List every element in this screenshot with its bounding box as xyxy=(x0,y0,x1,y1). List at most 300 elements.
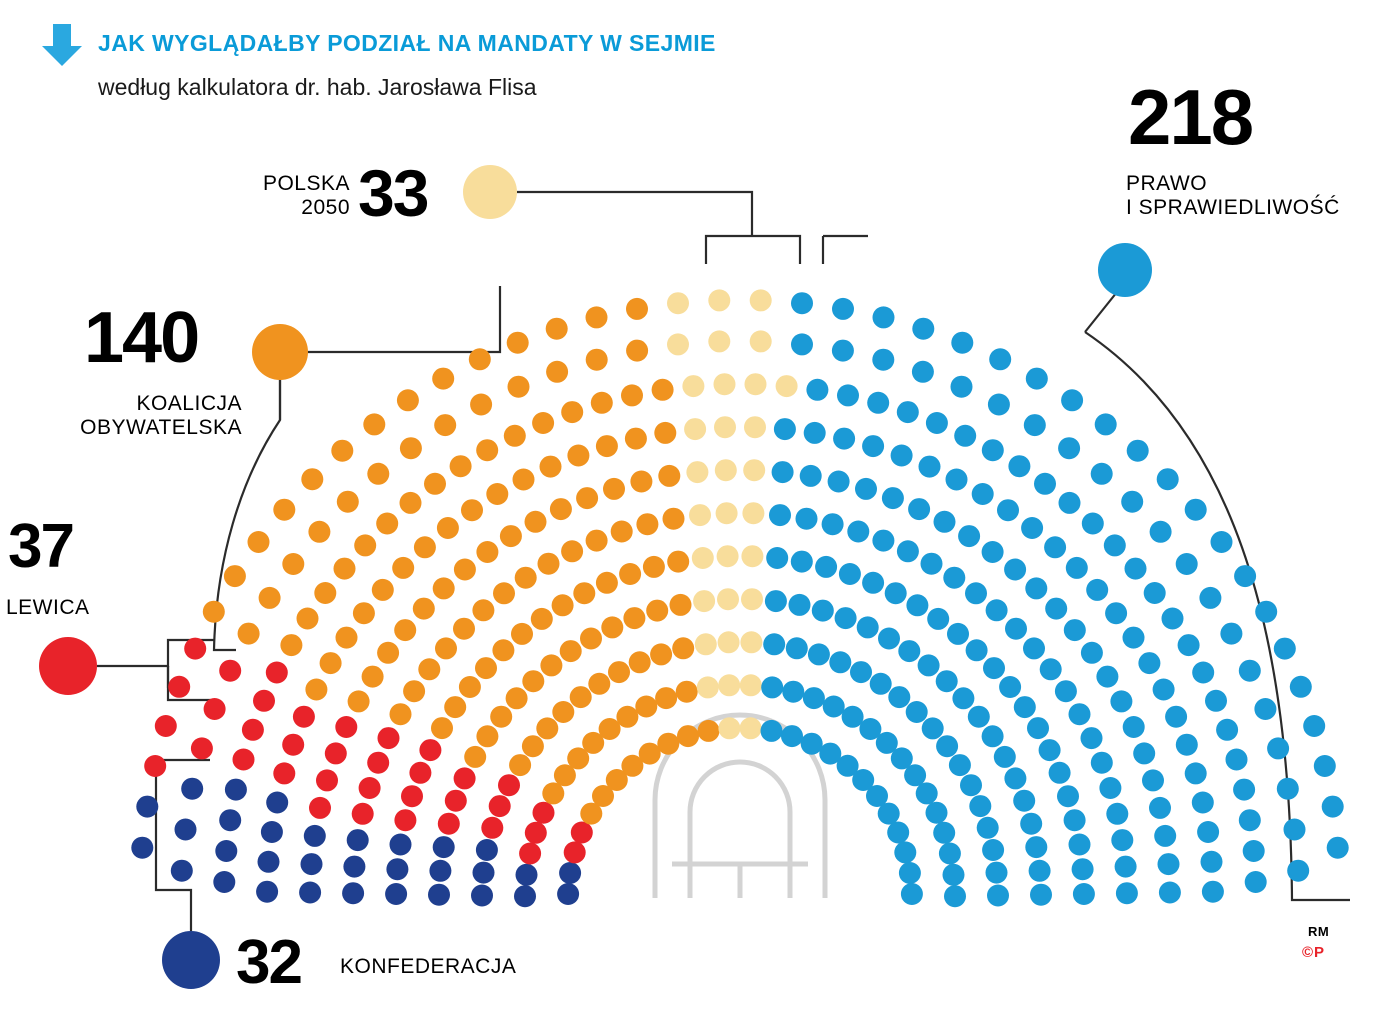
seat-dot xyxy=(536,717,558,739)
seat-dot xyxy=(697,676,719,698)
seat-dot xyxy=(801,733,823,755)
seat-dot xyxy=(936,735,958,757)
seat-dot xyxy=(428,884,450,906)
seat-dot xyxy=(718,674,740,696)
seat-dot xyxy=(297,608,319,630)
seat-dot xyxy=(839,563,861,585)
seat-dot xyxy=(1205,690,1227,712)
seat-dot xyxy=(833,428,855,450)
seat-dot xyxy=(476,439,498,461)
seat-dot xyxy=(1192,792,1214,814)
seat-dot xyxy=(1290,676,1312,698)
seat-dot xyxy=(898,640,920,662)
seat-dot xyxy=(342,882,364,904)
p2050-label-line1: POLSKA xyxy=(262,172,350,195)
seat-dot xyxy=(663,508,685,530)
seat-dot xyxy=(878,628,900,650)
seat-dot xyxy=(538,553,560,575)
seat-dot xyxy=(882,487,904,509)
seat-dot xyxy=(870,673,892,695)
seat-dot xyxy=(625,428,647,450)
seat-dot xyxy=(786,637,808,659)
page-subtitle: według kalkulatora dr. hab. Jarosława Flisa xyxy=(98,74,537,100)
seat-dot xyxy=(670,594,692,616)
ko-label xyxy=(62,392,242,439)
seat-dot xyxy=(576,487,598,509)
seat-dot xyxy=(403,680,425,702)
seat-dot xyxy=(359,777,381,799)
seat-dot xyxy=(1073,883,1095,905)
seat-dot xyxy=(293,706,315,728)
seat-dot xyxy=(586,349,608,371)
seat-dot xyxy=(1030,884,1052,906)
seat-dot xyxy=(1064,619,1086,641)
seat-dot xyxy=(808,643,830,665)
seat-dot xyxy=(335,716,357,738)
seat-dot xyxy=(926,802,948,824)
seat-dot xyxy=(982,439,1004,461)
seat-dot xyxy=(273,762,295,784)
seat-dot xyxy=(586,306,608,328)
seat-dot xyxy=(1027,717,1049,739)
seat-dot xyxy=(476,839,498,861)
seat-dot xyxy=(716,502,738,524)
seat-dot xyxy=(769,504,791,526)
seat-dot xyxy=(224,565,246,587)
seat-dot xyxy=(652,379,674,401)
seat-dot xyxy=(475,657,497,679)
seat-dot xyxy=(299,882,321,904)
seat-dot xyxy=(619,563,641,585)
seat-dot xyxy=(986,862,1008,884)
seat-dot xyxy=(433,577,455,599)
seat-dot xyxy=(829,651,851,673)
seat-dot xyxy=(718,631,740,653)
seat-dot xyxy=(309,797,331,819)
seat-dot xyxy=(493,582,515,604)
seat-dot xyxy=(740,674,762,696)
seat-dot xyxy=(708,330,730,352)
seat-dot xyxy=(934,511,956,533)
seat-dot xyxy=(316,769,338,791)
seat-dot xyxy=(1123,627,1145,649)
seat-dot xyxy=(386,858,408,880)
seat-dot xyxy=(897,540,919,562)
seat-dot xyxy=(429,860,451,882)
seat-dot xyxy=(1158,853,1180,875)
seat-dot xyxy=(367,752,389,774)
seat-dot xyxy=(968,706,990,728)
seat-dot xyxy=(715,459,737,481)
seat-dot xyxy=(1234,565,1256,587)
seat-dot xyxy=(1197,821,1219,843)
seat-dot xyxy=(511,623,533,645)
seat-dot xyxy=(233,749,255,771)
seat-dot xyxy=(191,737,213,759)
seat-dot xyxy=(828,471,850,493)
pis-seat-count: 218 xyxy=(1128,73,1253,161)
seat-dot xyxy=(682,375,704,397)
seat-dot xyxy=(1115,856,1137,878)
seat-dot xyxy=(623,607,645,629)
seat-dot xyxy=(1178,634,1200,656)
seat-dot xyxy=(750,330,772,352)
seat-dot xyxy=(1245,871,1267,893)
seat-dot xyxy=(1303,715,1325,737)
seat-dot xyxy=(1176,553,1198,575)
seat-dot xyxy=(390,834,412,856)
p2050-legend-dot xyxy=(463,165,517,219)
seat-dot xyxy=(1233,779,1255,801)
seat-dot xyxy=(508,376,530,398)
seat-dot xyxy=(927,608,949,630)
seat-dot xyxy=(1159,882,1181,904)
seat-dot xyxy=(464,746,486,768)
seat-dot xyxy=(273,499,295,521)
seat-dot xyxy=(204,698,226,720)
seat-dot xyxy=(431,717,453,739)
seat-dot xyxy=(969,795,991,817)
seat-dot xyxy=(912,361,934,383)
seat-dot xyxy=(1133,742,1155,764)
seat-dot xyxy=(847,521,869,543)
seat-dot xyxy=(626,298,648,320)
seat-dot xyxy=(489,795,511,817)
seat-dot xyxy=(219,660,241,682)
seat-dot xyxy=(531,608,553,630)
seat-dot xyxy=(1162,608,1184,630)
seat-dot xyxy=(763,633,785,655)
seat-dot xyxy=(740,631,762,653)
seat-dot xyxy=(1154,825,1176,847)
seat-dot xyxy=(1211,531,1233,553)
seat-dot xyxy=(424,473,446,495)
seat-dot xyxy=(672,637,694,659)
seat-dot xyxy=(1049,762,1071,784)
seat-dot xyxy=(144,755,166,777)
seat-dot xyxy=(392,557,414,579)
seat-dot xyxy=(1111,829,1133,851)
seat-dot xyxy=(1243,840,1265,862)
seat-dot xyxy=(885,582,907,604)
seat-dot xyxy=(744,416,766,438)
seat-dot xyxy=(872,530,894,552)
seat-dot xyxy=(740,717,762,739)
seat-dot xyxy=(1057,785,1079,807)
seat-dot xyxy=(305,679,327,701)
seat-dot xyxy=(1004,767,1026,789)
seat-dot xyxy=(1069,703,1091,725)
seat-dot xyxy=(904,764,926,786)
seat-dot xyxy=(714,373,736,395)
seat-dot xyxy=(692,547,714,569)
seat-dot xyxy=(522,670,544,692)
seat-dot xyxy=(1105,602,1127,624)
pis-label xyxy=(1126,172,1340,219)
seat-dot xyxy=(1040,658,1062,680)
seat-dot xyxy=(1284,819,1306,841)
seat-dot xyxy=(774,418,796,440)
seat-dot xyxy=(507,332,529,354)
seat-dot xyxy=(939,843,961,865)
seat-dot xyxy=(908,498,930,520)
seat-dot xyxy=(977,817,999,839)
seat-dot xyxy=(781,725,803,747)
p2050-seat-count: 33 xyxy=(358,156,428,230)
seat-dot xyxy=(949,754,971,776)
seat-dot xyxy=(181,778,203,800)
seat-dot xyxy=(850,661,872,683)
seat-dot xyxy=(550,498,572,520)
seat-dot xyxy=(1314,755,1336,777)
seat-dot xyxy=(596,435,618,457)
seat-dot xyxy=(136,796,158,818)
seat-dot xyxy=(413,598,435,620)
seat-dot xyxy=(354,534,376,556)
credit-copyright: ©P xyxy=(1302,944,1326,961)
seat-dot xyxy=(1254,698,1276,720)
seat-dot xyxy=(791,551,813,573)
seat-dot xyxy=(926,412,948,434)
seat-dot xyxy=(1005,618,1027,640)
seat-dot xyxy=(1045,598,1067,620)
seat-dot xyxy=(693,590,715,612)
seat-dot xyxy=(1023,637,1045,659)
seat-dot xyxy=(1058,437,1080,459)
seat-dot xyxy=(591,392,613,414)
seat-dot xyxy=(806,379,828,401)
seat-dots xyxy=(131,289,1348,907)
seat-dot xyxy=(175,819,197,841)
seat-dot xyxy=(401,785,423,807)
seat-dot xyxy=(561,540,583,562)
seat-dot xyxy=(1327,837,1349,859)
seat-dot xyxy=(1104,534,1126,556)
seat-dot xyxy=(837,384,859,406)
seat-dot xyxy=(540,456,562,478)
seat-dot xyxy=(988,394,1010,416)
seat-dot xyxy=(684,418,706,440)
seat-dot xyxy=(459,676,481,698)
seat-dot xyxy=(714,416,736,438)
seat-dot xyxy=(951,332,973,354)
seat-dot xyxy=(1039,739,1061,761)
seat-dot xyxy=(1110,690,1132,712)
seat-dot xyxy=(1123,716,1145,738)
seat-dot xyxy=(1082,513,1104,535)
seat-dot xyxy=(301,853,323,875)
seat-dot xyxy=(741,545,763,567)
seat-dot xyxy=(337,491,359,513)
seat-dot xyxy=(989,348,1011,370)
seat-dot xyxy=(782,681,804,703)
seat-dot xyxy=(498,774,520,796)
seat-dot xyxy=(1185,762,1207,784)
seat-dot xyxy=(546,361,568,383)
seat-dot xyxy=(872,349,894,371)
seat-dot xyxy=(1255,601,1277,623)
seat-dot xyxy=(695,633,717,655)
seat-dot xyxy=(972,483,994,505)
seat-dot xyxy=(348,690,370,712)
seat-dot xyxy=(689,504,711,526)
seat-dot xyxy=(1277,778,1299,800)
seat-dot xyxy=(832,340,854,362)
seat-dot xyxy=(677,725,699,747)
seat-dot xyxy=(486,483,508,505)
seat-dot xyxy=(1081,642,1103,664)
seat-dot xyxy=(873,306,895,328)
seat-dot xyxy=(280,634,302,656)
seat-dot xyxy=(1142,769,1164,791)
seat-dot xyxy=(667,551,689,573)
seat-dot xyxy=(1192,662,1214,684)
seat-dot xyxy=(655,687,677,709)
seat-dot xyxy=(750,289,772,311)
seat-dot xyxy=(394,809,416,831)
seat-dot xyxy=(862,435,884,457)
seat-dot xyxy=(1034,473,1056,495)
seat-dot xyxy=(636,513,658,535)
seat-dot xyxy=(1165,706,1187,728)
seat-dot xyxy=(894,841,916,863)
seat-dot xyxy=(573,582,595,604)
seat-dot xyxy=(409,762,431,784)
seat-dot xyxy=(761,720,783,742)
seat-dot xyxy=(708,289,730,311)
seat-dot xyxy=(400,437,422,459)
seat-dot xyxy=(213,871,235,893)
seat-dot xyxy=(1220,623,1242,645)
seat-dot xyxy=(437,517,459,539)
seat-dot xyxy=(857,616,879,638)
seat-dot xyxy=(1274,638,1296,660)
seat-dot xyxy=(385,883,407,905)
seat-dot xyxy=(958,525,980,547)
seat-dot xyxy=(1004,559,1026,581)
seat-dot xyxy=(1061,389,1083,411)
seat-dot xyxy=(301,468,323,490)
seat-dot xyxy=(131,837,153,859)
seat-dot xyxy=(1026,368,1048,390)
seat-dot xyxy=(657,733,679,755)
seat-dot xyxy=(533,802,555,824)
seat-dot xyxy=(1072,858,1094,880)
seat-dot xyxy=(1096,666,1118,688)
seat-dot xyxy=(532,412,554,434)
seat-dot xyxy=(347,829,369,851)
seat-dot xyxy=(982,725,1004,747)
seat-dot xyxy=(776,375,798,397)
seat-dot xyxy=(611,521,633,543)
seat-dot xyxy=(454,767,476,789)
seat-dot xyxy=(248,531,270,553)
seat-dot xyxy=(946,469,968,491)
seat-dot xyxy=(1020,813,1042,835)
seat-dot xyxy=(372,579,394,601)
seat-dot xyxy=(397,389,419,411)
seat-dot xyxy=(630,471,652,493)
seat-dot xyxy=(1239,809,1261,831)
seat-dot xyxy=(1125,558,1147,580)
seat-dot xyxy=(506,687,528,709)
seat-dot xyxy=(842,706,864,728)
seat-dot xyxy=(1069,834,1091,856)
seat-dot xyxy=(571,822,593,844)
seat-dot xyxy=(667,333,689,355)
seat-dot xyxy=(1153,679,1175,701)
seat-dot xyxy=(546,318,568,340)
seat-dot xyxy=(352,803,374,825)
seat-dot xyxy=(588,673,610,695)
seat-dot xyxy=(519,843,541,865)
seat-dot xyxy=(906,594,928,616)
seat-dot xyxy=(1008,455,1030,477)
seat-dot xyxy=(832,298,854,320)
seat-dot xyxy=(561,401,583,423)
seat-dot xyxy=(516,864,538,886)
seat-dot xyxy=(965,582,987,604)
seat-dot xyxy=(922,717,944,739)
seat-dot xyxy=(635,696,657,718)
seat-dot xyxy=(943,567,965,589)
seat-dot xyxy=(966,639,988,661)
seat-dot xyxy=(557,883,579,905)
seat-dot xyxy=(1322,796,1344,818)
seat-dot xyxy=(432,368,454,390)
seat-dot xyxy=(1014,696,1036,718)
seat-dot xyxy=(616,706,638,728)
seat-dot xyxy=(789,594,811,616)
seat-dot xyxy=(621,384,643,406)
seat-dot xyxy=(552,594,574,616)
seat-dot xyxy=(1239,660,1261,682)
seat-dot xyxy=(525,511,547,533)
seat-dot xyxy=(603,478,625,500)
seat-dot xyxy=(1013,790,1035,812)
seat-dot xyxy=(947,623,969,645)
seat-dot xyxy=(952,687,974,709)
seat-dot xyxy=(1091,463,1113,485)
seat-dot xyxy=(629,651,651,673)
seat-dot xyxy=(414,536,436,558)
seat-dot xyxy=(434,414,456,436)
seat-dot xyxy=(492,639,514,661)
seat-dot xyxy=(987,885,1009,907)
seat-dot xyxy=(1086,579,1108,601)
seat-dot xyxy=(471,885,493,907)
seat-dot xyxy=(171,860,193,882)
pis-label-line1: PRAWO xyxy=(1126,172,1208,195)
seat-dot xyxy=(888,686,910,708)
p2050-label-line2: 2050 xyxy=(301,195,350,219)
seat-dot xyxy=(513,469,535,491)
seat-dot xyxy=(560,640,582,662)
seat-dot xyxy=(394,619,416,641)
seat-dot xyxy=(219,809,241,831)
seat-dot xyxy=(1024,414,1046,436)
seat-dot xyxy=(469,348,491,370)
seat-dot xyxy=(717,545,739,567)
seat-dot xyxy=(639,743,661,765)
seat-dot xyxy=(1044,536,1066,558)
seat-dot xyxy=(1081,727,1103,749)
seat-dot xyxy=(812,600,834,622)
seat-dot xyxy=(1059,492,1081,514)
seat-dot xyxy=(1025,577,1047,599)
seat-dot xyxy=(253,690,275,712)
seat-dot xyxy=(400,492,422,514)
